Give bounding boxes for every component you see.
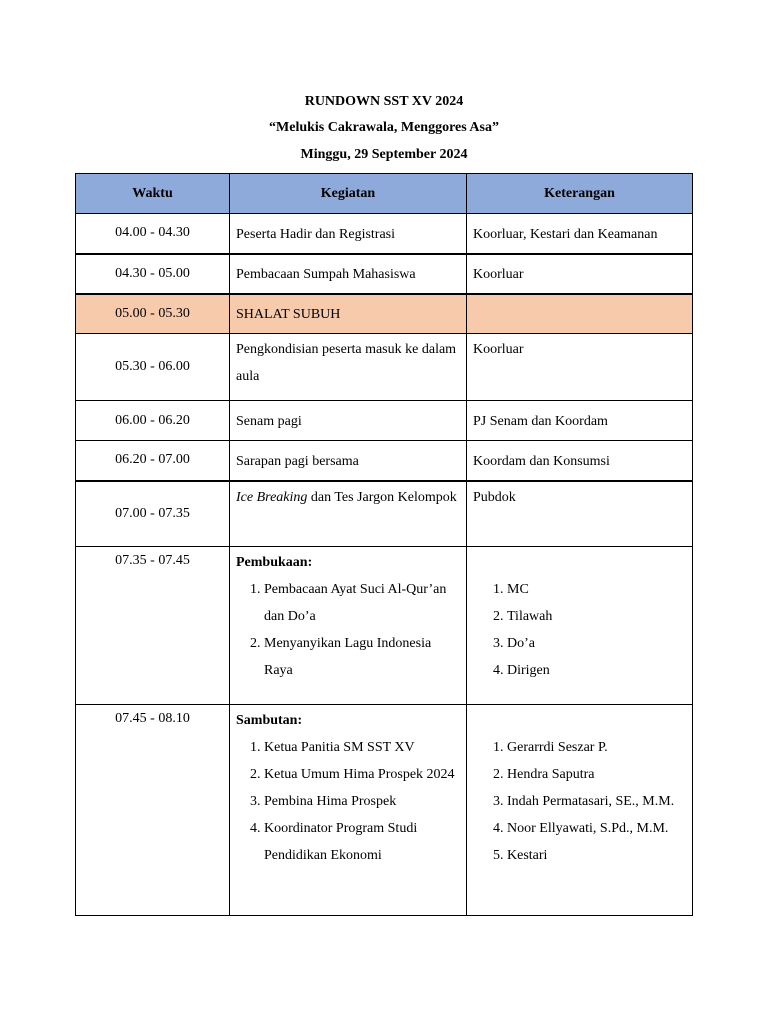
list-item: 3. Do’a: [507, 630, 686, 657]
list-item: 2. Menyanyikan Lagu Indonesia Raya: [264, 630, 460, 684]
section-heading: Pembukaan:: [236, 555, 313, 570]
row-note: PJ Senam dan Koordam: [467, 401, 693, 441]
list-item: 4. Dirigen: [507, 657, 686, 684]
list-item: 3. Pembina Hima Prospek: [264, 788, 460, 815]
rundown-table: [75, 173, 693, 916]
table-row-prayer: [76, 294, 693, 334]
section-heading: Sambutan:: [236, 713, 303, 728]
row-time: 05.00 - 05.30: [76, 294, 230, 334]
list-item: 2. Tilawah: [507, 603, 686, 630]
row-activity: [230, 547, 467, 705]
row-note: [467, 294, 693, 334]
list-item: 3. Indah Permatasari, SE., M.M.: [507, 788, 686, 815]
list-item: 1. Ketua Panitia SM SST XV: [264, 734, 460, 761]
row-time: 07.45 - 08.10: [76, 705, 230, 916]
table-row-opening: [76, 547, 693, 705]
column-header-keterangan: Keterangan: [467, 174, 693, 214]
row-note: [467, 705, 693, 916]
row-time: 05.30 - 06.00: [76, 334, 230, 401]
speeches-notes-list: [473, 734, 686, 869]
activity-italic-text: Ice Breaking: [236, 489, 308, 505]
row-activity: Sarapan pagi bersama: [230, 441, 467, 481]
document-title: RUNDOWN SST XV 2024: [304, 94, 464, 109]
event-theme: “Melukis Cakrawala, Menggores Asa”: [269, 120, 499, 135]
list-item: 4. Noor Ellyawati, S.Pd., M.M.: [507, 815, 686, 842]
list-item: 2. Hendra Saputra: [507, 761, 686, 788]
row-time: 04.30 - 05.00: [76, 254, 230, 294]
row-activity: Pengkondisian peserta masuk ke dalam aula: [230, 334, 467, 401]
table-header-row: [76, 174, 693, 214]
row-activity: Pembacaan Sumpah Mahasiswa: [230, 254, 467, 294]
list-item: 1. Pembacaan Ayat Suci Al-Qur’an dan Do’a: [264, 576, 460, 630]
table-row: [76, 334, 693, 401]
row-note: Koorluar: [467, 254, 693, 294]
table-row-speeches: [76, 705, 693, 916]
list-item: 2. Ketua Umum Hima Prospek 2024: [264, 761, 460, 788]
table-row: [76, 254, 693, 294]
list-item: 1. Gerarrdi Seszar P.: [507, 734, 686, 761]
opening-list: [236, 576, 460, 684]
row-activity: SHALAT SUBUH: [230, 294, 467, 334]
row-activity: [230, 481, 467, 547]
column-header-waktu: Waktu: [76, 174, 230, 214]
activity-text: dan Tes Jargon Kelompok: [307, 489, 457, 505]
opening-notes-list: [473, 576, 686, 684]
list-item: 1. MC: [507, 576, 686, 603]
row-note: Koorluar, Kestari dan Keamanan: [467, 214, 693, 254]
row-activity: [230, 705, 467, 916]
speeches-list: [236, 734, 460, 869]
column-header-kegiatan: Kegiatan: [230, 174, 467, 214]
row-note: Koorluar: [467, 334, 693, 401]
row-time: 06.20 - 07.00: [76, 441, 230, 481]
row-time: 07.00 - 07.35: [76, 481, 230, 547]
row-note: Pubdok: [467, 481, 693, 547]
table-row: [76, 214, 693, 254]
event-date: Minggu, 29 September 2024: [300, 147, 468, 162]
row-note: [467, 547, 693, 705]
row-time: 04.00 - 04.30: [76, 214, 230, 254]
row-activity: Peserta Hadir dan Registrasi: [230, 214, 467, 254]
row-time: 06.00 - 06.20: [76, 401, 230, 441]
row-note: Koordam dan Konsumsi: [467, 441, 693, 481]
row-activity: Senam pagi: [230, 401, 467, 441]
list-item: 4. Koordinator Program Studi Pendidikan Ekonomi: [264, 815, 460, 869]
table-row: [76, 481, 693, 547]
list-item: 5. Kestari: [507, 842, 686, 869]
table-row: [76, 401, 693, 441]
table-row: [76, 441, 693, 481]
row-time: 07.35 - 07.45: [76, 547, 230, 705]
